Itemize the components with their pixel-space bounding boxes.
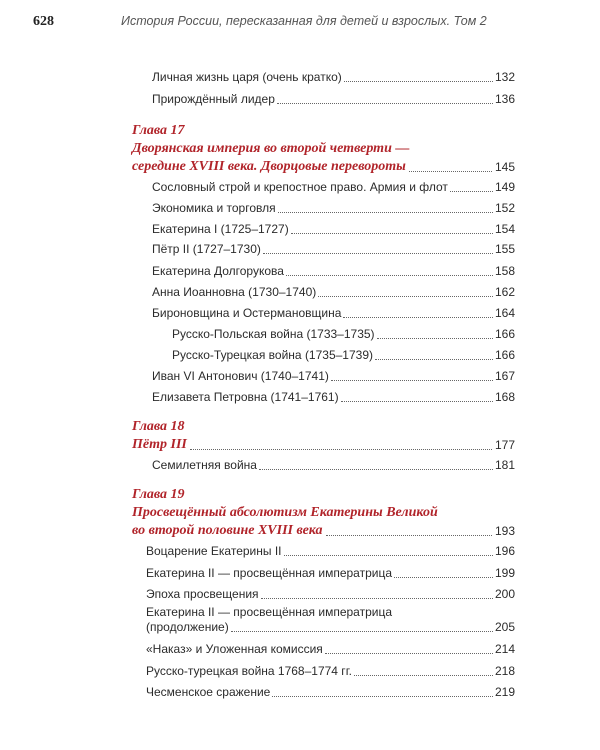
toc-entry-title: Иван VI Антонович (1740–1741): [152, 369, 329, 383]
toc-entry-page: 136: [494, 92, 515, 106]
dot-leader: [325, 653, 493, 654]
dot-leader: [261, 598, 493, 599]
toc-entry-page: 200: [494, 587, 515, 601]
toc-entry-page: 166: [494, 327, 515, 341]
chapter-title-line: во второй половине XVIII века: [132, 523, 323, 538]
chapter-label: Глава 17: [132, 123, 185, 138]
toc-entry-title: Сословный строй и крепостное право. Армия и флот: [152, 180, 448, 194]
toc-entry-page: 167: [494, 369, 515, 383]
dot-leader: [277, 103, 493, 104]
toc-entry-page: 205: [494, 620, 515, 634]
toc-entry-title: Экономика и торговля: [152, 201, 276, 215]
toc-entry-page: 199: [494, 566, 515, 580]
toc-entry[interactable]: [152, 264, 515, 279]
toc-entry-title: Эпоха просвещения: [146, 587, 259, 601]
toc-entry[interactable]: [152, 285, 515, 300]
toc-entry-title: Екатерина II — просвещённая императрица: [146, 566, 393, 580]
toc-entry[interactable]: [146, 587, 515, 602]
chapter-page: 193: [494, 524, 515, 538]
toc-entry-page: 214: [494, 642, 515, 656]
chapter-title-entry[interactable]: [132, 504, 515, 540]
toc-entry-title: Анна Иоанновна (1730–1740): [152, 285, 317, 299]
toc-entry-title: Бироновщина и Остермановщина: [152, 306, 342, 320]
dot-leader: [326, 535, 492, 536]
chapter-title-line: Просвещённый абсолютизм Екатерины Великой: [132, 505, 438, 520]
dot-leader: [284, 555, 493, 556]
toc-entry-title: Воцарение Екатерины II: [146, 544, 282, 558]
toc-entry-title: «Наказ» и Уложенная комиссия: [146, 642, 323, 656]
toc-entry[interactable]: [152, 70, 515, 85]
dot-leader: [394, 577, 493, 578]
chapter-title-line: середине XVIII века. Дворцовые перевороты: [132, 159, 406, 174]
toc-entry-page: 158: [494, 264, 515, 278]
toc-entry-title: Русско-Польская война (1733–1735): [172, 327, 375, 341]
toc-entry[interactable]: [146, 605, 515, 635]
toc-entry[interactable]: [152, 92, 515, 107]
toc-entry-page: 155: [494, 242, 515, 256]
toc-entry-page: 168: [494, 390, 515, 404]
toc-entry[interactable]: [152, 369, 515, 384]
chapter-title-entry[interactable]: [132, 436, 515, 454]
dot-leader: [278, 212, 493, 213]
toc-entry-title: Екатерина I (1725–1727): [152, 222, 289, 236]
toc-entry-page: 152: [494, 201, 515, 215]
toc-subentry[interactable]: [172, 348, 515, 363]
toc-entry[interactable]: [146, 566, 515, 581]
chapter-title-line: Дворянская империя во второй четверти —: [132, 141, 410, 156]
dot-leader: [375, 359, 493, 360]
toc-entry[interactable]: [146, 685, 515, 700]
toc-entry-title: Личная жизнь царя (очень кратко): [152, 70, 342, 84]
running-title: История России, пересказанная для детей и взрослых. Том 2: [121, 14, 487, 28]
chapter-page: 145: [494, 160, 515, 174]
dot-leader: [263, 253, 493, 254]
dot-leader: [450, 191, 493, 192]
toc-entry[interactable]: [152, 242, 515, 257]
chapter-label: Глава 18: [132, 419, 185, 434]
toc-entry[interactable]: [152, 201, 515, 216]
toc-entry[interactable]: [146, 642, 515, 657]
toc-entry-page: 181: [494, 458, 515, 472]
chapter-title-entry[interactable]: [132, 140, 515, 176]
dot-leader: [344, 81, 493, 82]
toc-entry-title: Пётр II (1727–1730): [152, 242, 261, 256]
toc-entry-title: Чесменское сражение: [146, 685, 271, 699]
toc-entry[interactable]: [152, 458, 515, 473]
toc-entry[interactable]: [152, 180, 515, 195]
dot-leader: [341, 401, 493, 402]
toc-entry-title: Елизавета Петровна (1741–1761): [152, 390, 339, 404]
dot-leader: [259, 469, 493, 470]
dot-leader: [286, 275, 493, 276]
toc-entry[interactable]: [146, 544, 515, 559]
toc-entry-title: Екатерина II — просвещённая императрица: [146, 605, 393, 619]
toc-entry-page: 162: [494, 285, 515, 299]
toc-entry-title: (продолжение): [146, 620, 229, 634]
chapter-page: 177: [494, 438, 515, 452]
page-number: 628: [33, 14, 54, 29]
toc-entry[interactable]: [152, 390, 515, 405]
toc-entry-page: 166: [494, 348, 515, 362]
page-header: [33, 14, 573, 32]
chapter-label: Глава 19: [132, 487, 185, 502]
toc-entry[interactable]: [146, 664, 515, 679]
toc-entry-title: Екатерина Долгорукова: [152, 264, 284, 278]
dot-leader: [272, 696, 493, 697]
toc-entry-page: 132: [494, 70, 515, 84]
toc-entry-title: Русско-Турецкая война (1735–1739): [172, 348, 373, 362]
toc-entry-title: Прирождённый лидер: [152, 92, 275, 106]
dot-leader: [318, 296, 493, 297]
toc-entry[interactable]: [152, 306, 515, 321]
toc-entry-page: 218: [494, 664, 515, 678]
dot-leader: [354, 675, 493, 676]
toc-entry-page: 196: [494, 544, 515, 558]
dot-leader: [377, 338, 493, 339]
toc-entry[interactable]: [152, 222, 515, 237]
toc-entry-page: 154: [494, 222, 515, 236]
toc-entry-page: 219: [494, 685, 515, 699]
dot-leader: [331, 380, 493, 381]
toc-entry-title: Семилетняя война: [152, 458, 257, 472]
dot-leader: [291, 233, 493, 234]
dot-leader: [343, 317, 493, 318]
dot-leader: [231, 631, 493, 632]
toc-subentry[interactable]: [172, 327, 515, 342]
dot-leader: [190, 449, 492, 450]
toc-entry-page: 149: [494, 180, 515, 194]
chapter-title-line: Пётр III: [132, 437, 187, 452]
toc-entry-title: Русско-турецкая война 1768–1774 гг.: [146, 664, 352, 678]
toc-entry-page: 164: [494, 306, 515, 320]
dot-leader: [409, 171, 492, 172]
